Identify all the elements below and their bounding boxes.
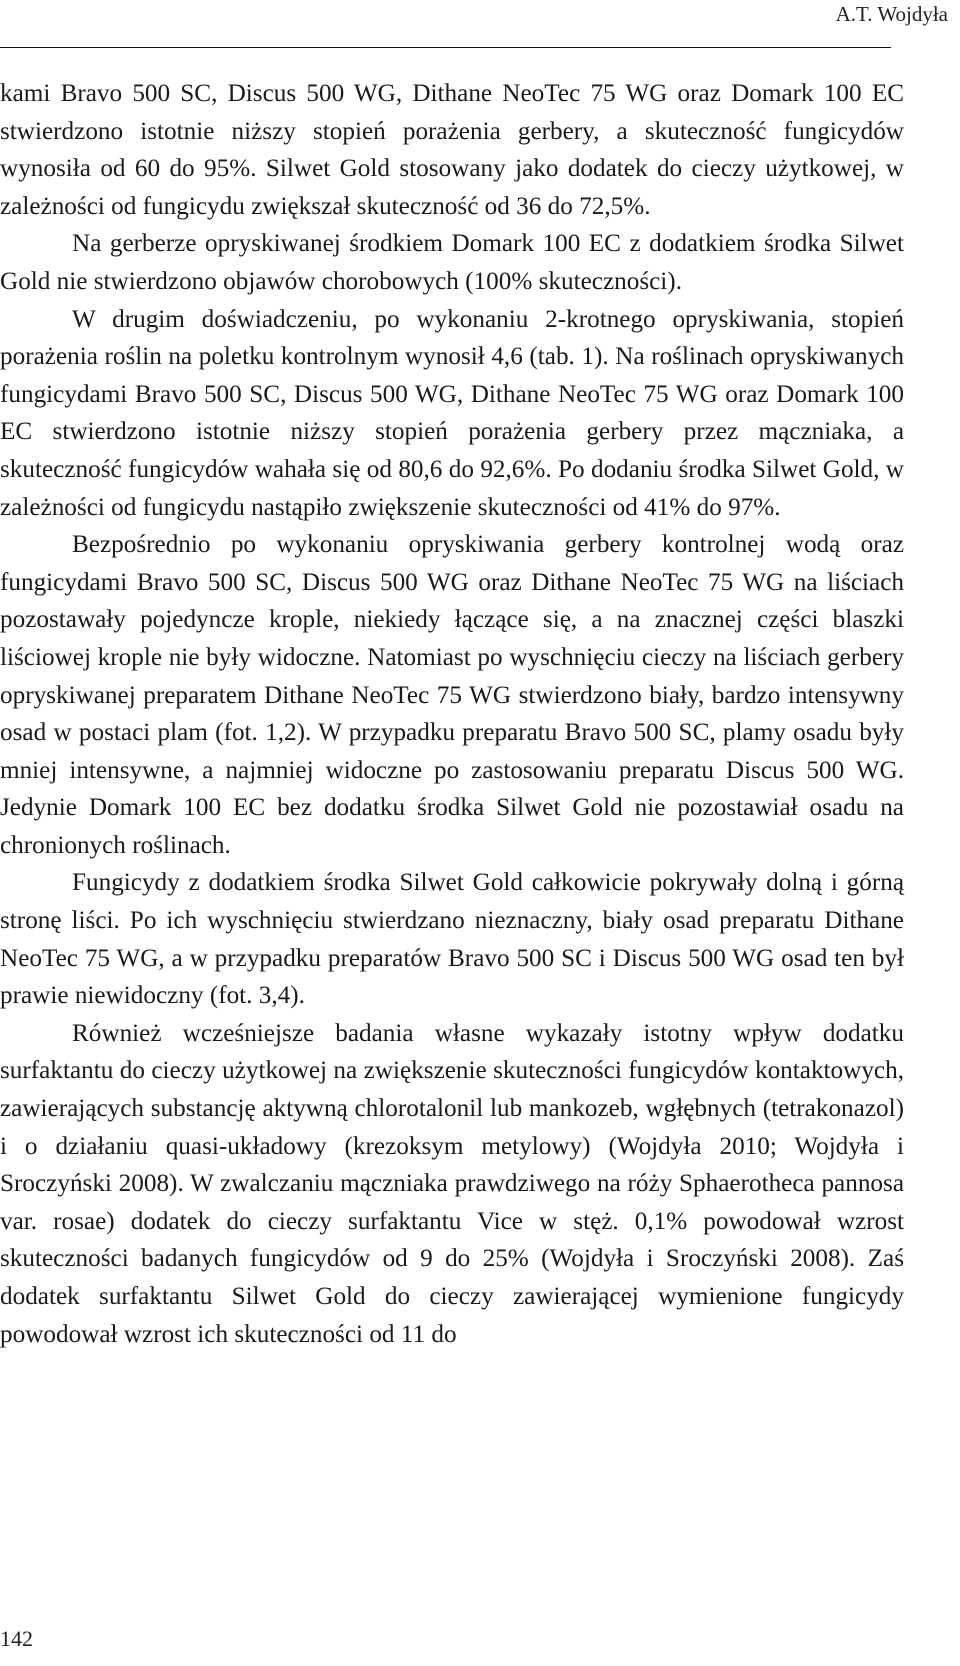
paragraph-continued: kami Bravo 500 SC, Discus 500 WG, Dithane NeoTec 75 WG oraz Domark 100 EC stwierdzono istotnie niższy stopień porażenia gerbery, a skuteczność fungicydów wynosiła od 60 do 95%. Silwet Gold stosowany jako dodatek do cieczy użytkowej, w zależności od fungicydu zwiększał skuteczność od 36 do 72,5%. — [0, 80, 904, 220]
paragraph: Również wcześniejsze badania własne wykazały istotny wpływ dodatku surfaktantu do cieczy użytkowej na zwiększenie skuteczności fungicydów kontaktowych, zawierających substancję aktywną chlorotalonil lub mankozeb, wgłębnych (tetrakonazol) i o działaniu quasi-układowy (krezoksym metylowy) (Wojdyła 2010; Wojdyła i Sroczyński 2008). W zwalczaniu mączniaka prawdziwego na róży Sphaerotheca pannosa var. rosae) dodatek do cieczy surfaktantu Vice w stęż. 0,1% powodował wzrost skuteczności badanych fungicydów od 9 do 25% (Wojdyła i Sroczyński 2008). Zaś dodatek surfaktantu Silwet Gold do cieczy zawierającej wymienione fungicydy powodował wzrost ich skuteczności od 11 do — [0, 1019, 904, 1348]
page-number: 142 — [0, 1626, 33, 1651]
paragraph: Bezpośrednio po wykonaniu opryskiwania gerbery kontrolnej wodą oraz fungicydami Bravo 500 SC, Discus 500 WG oraz Dithane NeoTec 75 WG na liściach pozostawały pojedyncze krople, niekiedy łączące się, a na znacznej części blaszki liściowej krople nie były widoczne. Natomiast po wyschnięciu cieczy na liściach gerbery opryskiwanej preparatem Dithane NeoTec 75 WG stwierdzono biały, bardzo intensywny osad w postaci plam (fot. 1,2). W przypadku preparatu Bravo 500 SC, plamy osadu były mniej intensywne, a najmniej widoczne po zastosowaniu preparatu Discus 500 WG. Jedynie Domark 100 EC bez dodatku środka Silwet Gold nie pozostawiał osadu na chronionych roślinach. — [0, 531, 904, 859]
header-rule — [0, 47, 891, 48]
text-body — [0, 75, 904, 1353]
paragraph: Fungicydy z dodatkiem środka Silwet Gold całkowicie pokrywały dolną i górną stronę liści. Po ich wyschnięciu stwierdzano nieznaczny, biały osad preparatu Dithane NeoTec 75 WG, a w przypadku preparatów Bravo 500 SC i Discus 500 WG osad ten był prawie niewidoczny (fot. 3,4). — [0, 869, 904, 1010]
paragraph: W drugim doświadczeniu, po wykonaniu 2-krotnego opryskiwania, stopień porażenia roślin na poletku kontrolnym wynosił 4,6 (tab. 1). Na roślinach opryskiwanych fungicydami Bravo 500 SC, Discus 500 WG, Dithane NeoTec 75 WG oraz Domark 100 EC stwierdzono istotnie niższy stopień porażenia gerbery przez mączniaka, a skuteczność fungicydów wahała się od 80,6 do 92,6%. Po dodaniu środka Silwet Gold, w zależności od fungicydu nastąpiło zwiększenie skuteczności od 41% do 97%. — [0, 305, 904, 521]
running-head-author: A.T. Wojdyła — [835, 2, 948, 26]
paragraph: Na gerberze opryskiwanej środkiem Domark 100 EC z dodatkiem środka Silwet Gold nie stwierdzono objawów chorobowych (100% skuteczności). — [0, 230, 904, 295]
